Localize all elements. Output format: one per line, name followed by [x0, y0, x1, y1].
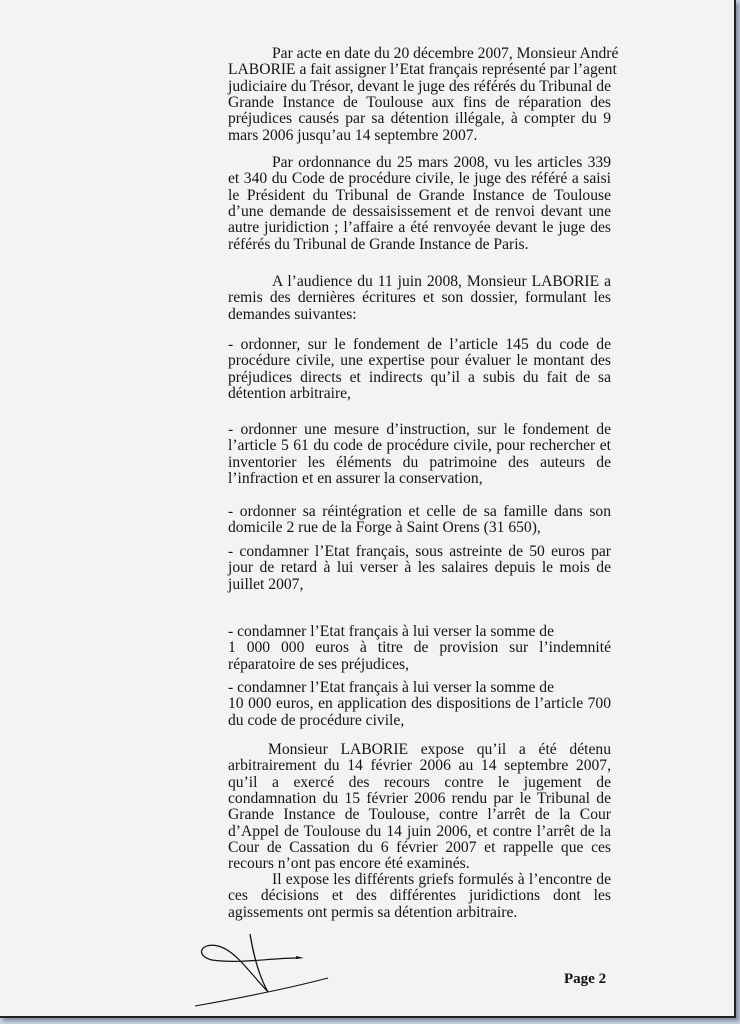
text-line: inventorier les éléments du patrimoine des auteurs de	[228, 453, 611, 471]
paragraph	[228, 45, 619, 144]
text-line: d’une demande de dessaisissement et de renvoi devant une	[228, 203, 611, 221]
text-line: - ordonner, sur le fondement de l’article 145 du code de	[228, 336, 611, 353]
text-line: arbitrairement du 14 février 2006 au 14 septembre 2007,	[228, 757, 611, 775]
text-line: Il expose les différents griefs formulés à l’encontre de	[272, 871, 611, 888]
paragraph	[228, 544, 611, 593]
text-line: - ordonner sa réintégration et celle de sa famille dans son	[228, 503, 611, 520]
text-line: l’infraction et en assurer la conservation,	[228, 470, 483, 488]
text-line: ces décisions et des différentes juridictions dont les	[228, 887, 611, 905]
text-line: demandes suivantes:	[228, 305, 357, 323]
signature	[190, 928, 340, 1013]
text-line: juillet 2007,	[228, 575, 304, 593]
text-line: du code de procédure civile,	[228, 711, 405, 729]
text-line: mars 2006 jusqu’au 14 septembre 2007.	[228, 126, 478, 144]
text-line: domicile 2 rue de la Forge à Saint Orens (31 650),	[228, 519, 541, 537]
text-line: référés du Tribunal de Grande Instance de Paris.	[228, 235, 529, 253]
text-line: Grande Instance de Toulouse, contre l’arrêt de la Cour	[228, 806, 611, 824]
paragraph	[228, 422, 611, 487]
text-line: Monsieur LABORIE expose qu’il a été détenu	[268, 741, 611, 758]
text-line: réparatoire de ses préjudices,	[228, 655, 409, 673]
paragraph	[228, 337, 611, 402]
paragraph	[228, 872, 611, 921]
text-line: - ordonner une mesure d’instruction, sur le fondement de	[228, 421, 611, 438]
text-line: autre juridiction ; l’affaire a été renvoyée devant le juge des	[228, 219, 611, 237]
text-line: préjudices directs et indirects qu’il a subis du fait de sa	[228, 368, 611, 386]
paragraph	[228, 680, 611, 729]
text-line: 1 000 000 euros à titre de provision sur l’indemnité	[228, 639, 611, 657]
text-line: le Président du Tribunal de Grande Instance de Toulouse	[228, 186, 611, 204]
text-line: judiciaire du Trésor, devant le juge des référés du Tribunal de	[228, 77, 611, 95]
text-line: Grande Instance de Toulouse aux fins de réparation des	[228, 94, 611, 112]
text-line: l’article 5 61 du code de procédure civile, pour rechercher et	[228, 437, 611, 455]
page-number: Page 2	[564, 971, 607, 987]
text-line: Par acte en date du 20 décembre 2007, Monsieur André	[272, 45, 619, 62]
text-line: A l’audience du 11 juin 2008, Monsieur LABORIE a	[272, 273, 611, 290]
paragraph	[228, 155, 611, 253]
text-line: condamnation du 15 février 2006 rendu par le Tribunal de	[228, 790, 611, 808]
text-line: - condamner l’Etat français à lui verser la somme de	[228, 623, 555, 640]
text-line: jour de retard à lui verser à les salaires depuis le mois de	[228, 559, 611, 577]
text-line: LABORIE a fait assigner l’Etat français représenté par l’agent	[228, 61, 617, 79]
text-line: détention arbitraire,	[228, 385, 351, 403]
text-line: 10 000 euros, en application des dispositions de l’article 700	[228, 695, 611, 713]
text-line: qu’il a exercé des recours contre le jugement de	[228, 773, 611, 791]
text-line: - condamner l’Etat français, sous astreinte de 50 euros par	[228, 543, 611, 560]
text-line: Cour de Cassation du 6 février 2007 et rappelle que ces	[228, 839, 611, 857]
text-line: et 340 du Code de procédure civile, le juge des référé a saisi	[228, 170, 611, 188]
text-line: préjudices causés par sa détention illégale, à compter du 9	[228, 110, 611, 128]
paragraph	[228, 274, 611, 323]
text-line: recours n’ont pas encore été examinés.	[228, 855, 470, 873]
text-line: procédure civile, une expertise pour évaluer le montant des	[228, 352, 611, 370]
paragraph	[228, 624, 611, 673]
paragraph	[228, 742, 611, 873]
text-line: d’Appel de Toulouse du 14 juin 2006, et contre l’arrêt de la	[228, 822, 611, 840]
text-line: - condamner l’Etat français à lui verser la somme de	[228, 679, 555, 696]
paragraph	[228, 504, 611, 537]
text-line: Par ordonnance du 25 mars 2008, vu les articles 339	[272, 154, 611, 171]
text-line: remis des dernières écritures et son dossier, formulant les	[228, 289, 611, 307]
text-line: agissements ont permis sa détention arbitraire.	[228, 903, 518, 921]
